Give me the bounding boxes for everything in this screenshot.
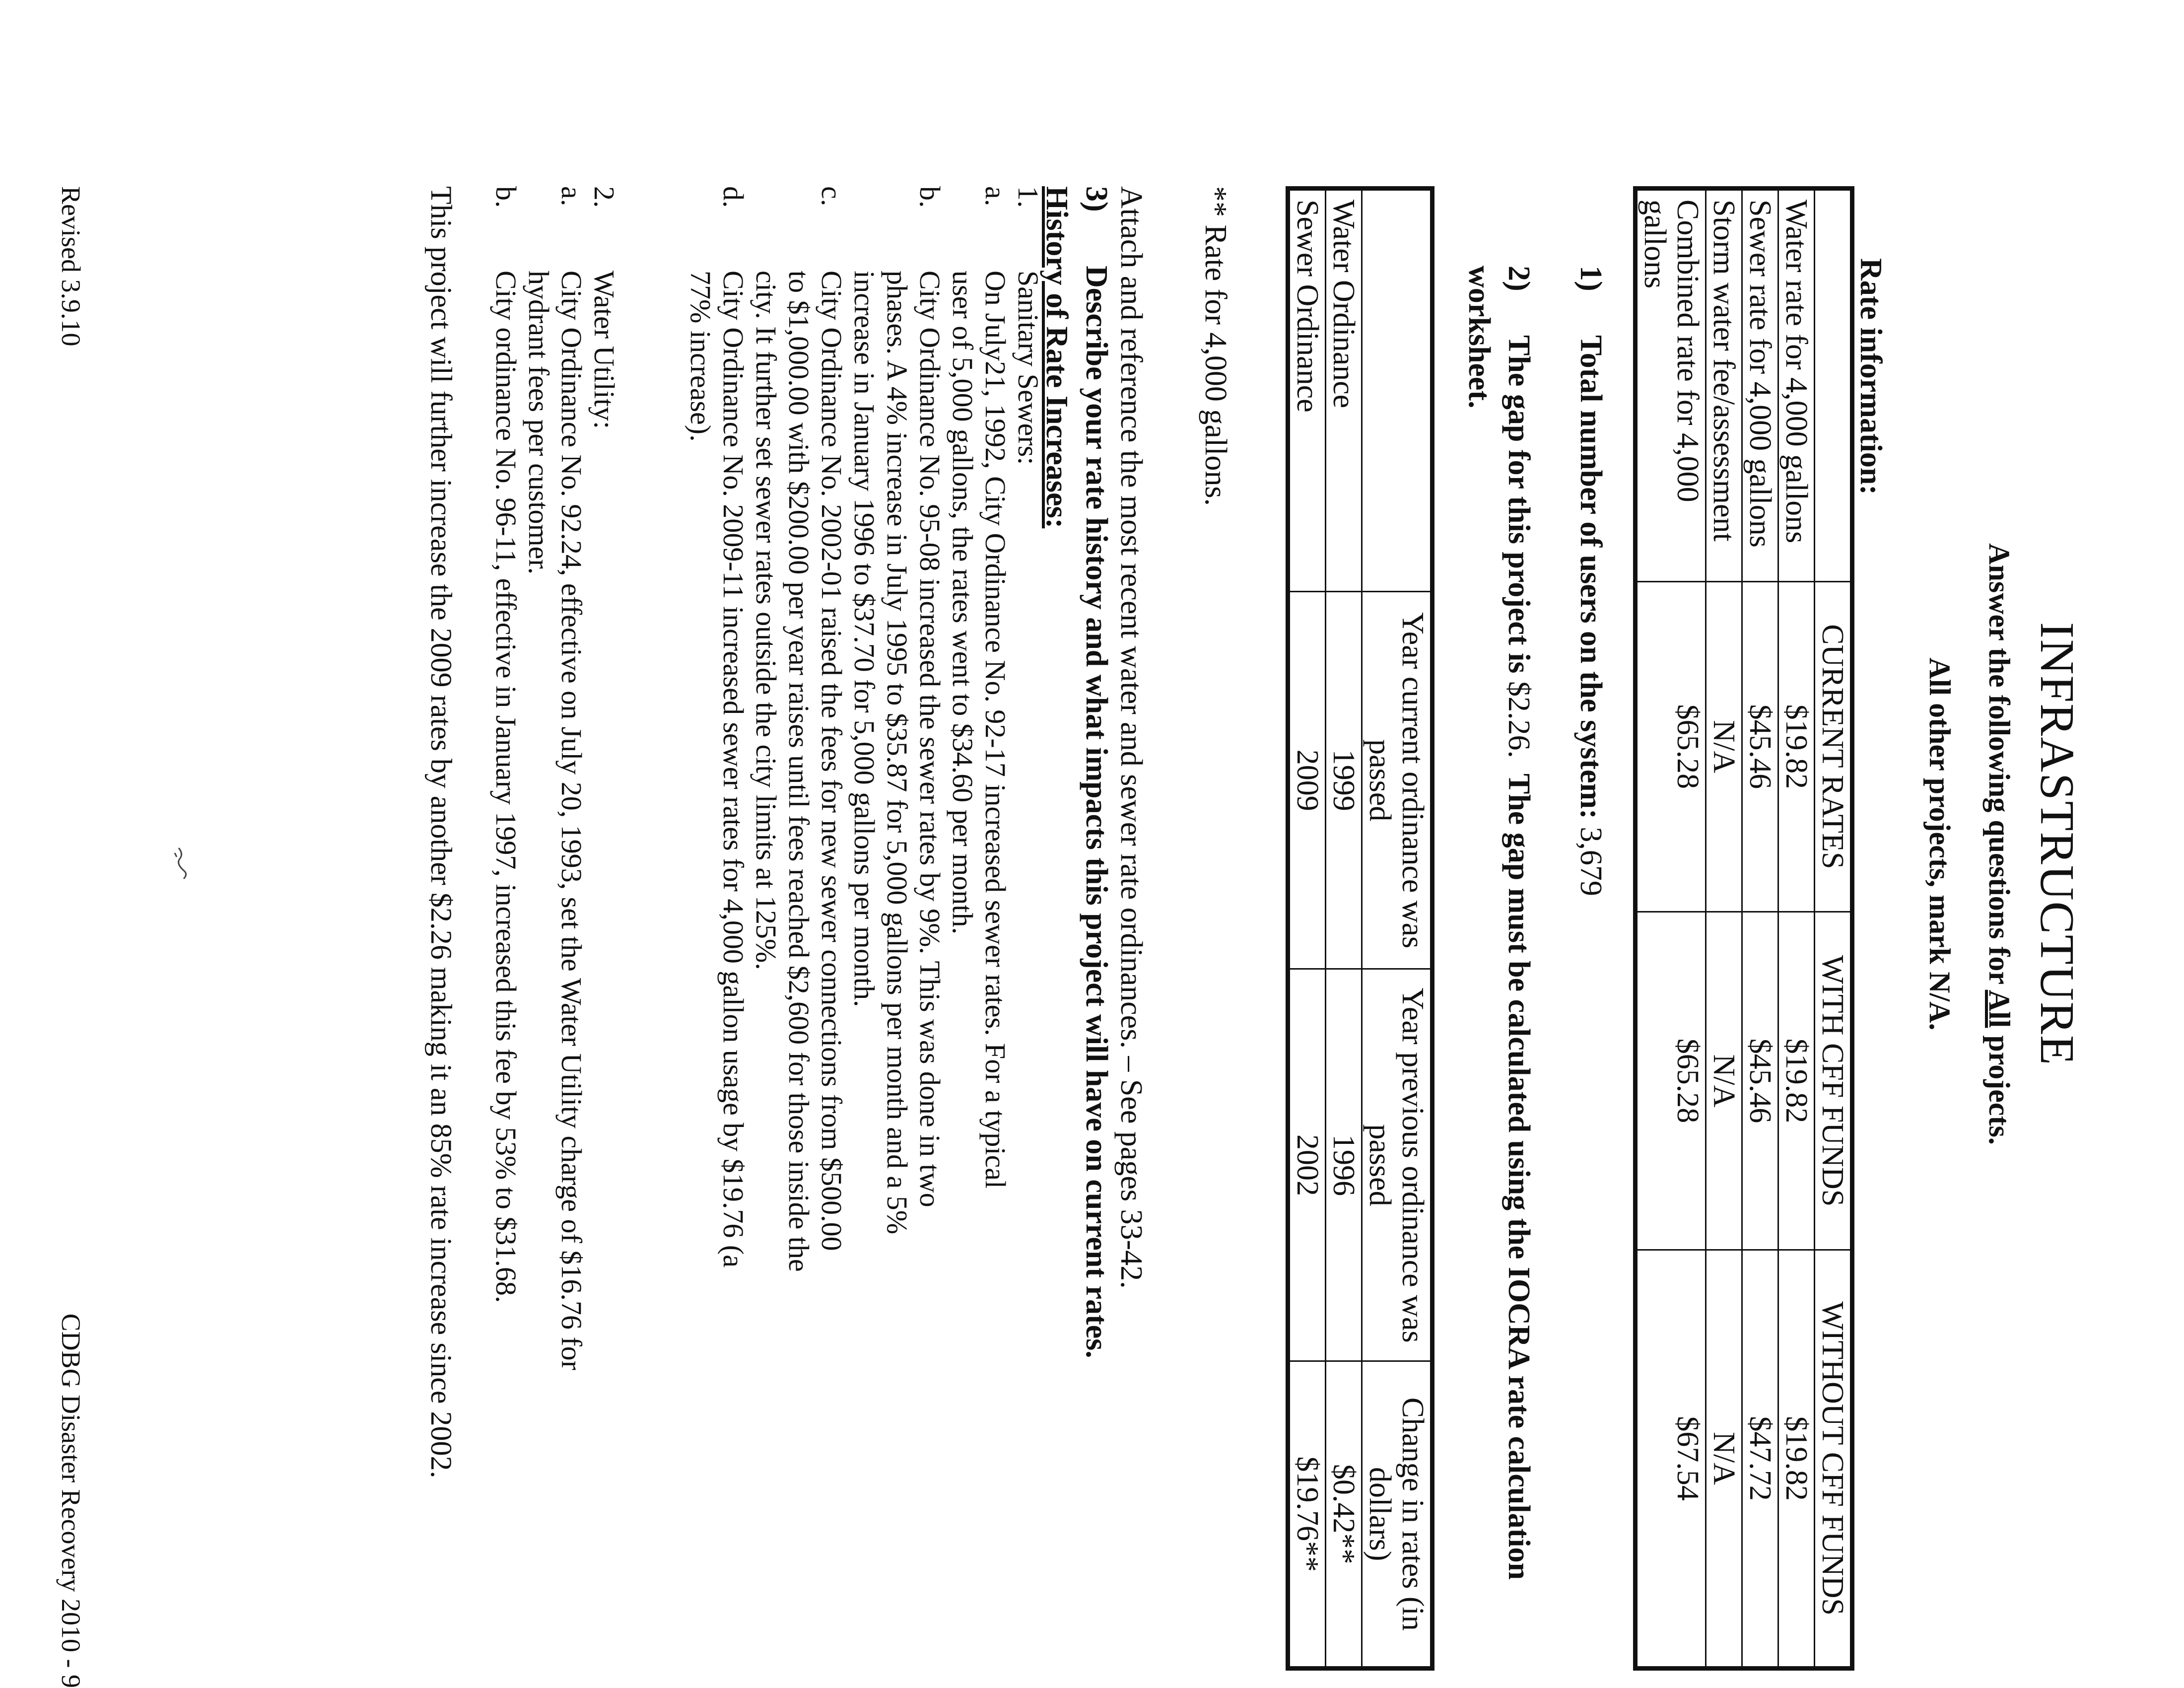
rate-table-header-current: CURRENT RATES xyxy=(1815,582,1852,912)
handwritten-mark-icon xyxy=(169,844,199,884)
list-item-line: City Ordinance No. 2002-01 raised the fees for new sewer connections from $500.00 xyxy=(816,271,848,1251)
rate-change: $19.76** xyxy=(1288,1361,1326,1669)
ordinance-header-current-year: Year current ordinance was passed xyxy=(1362,592,1433,969)
list-item-marker: c. xyxy=(816,186,848,207)
instructions-line-1 xyxy=(1982,0,2016,1688)
question-1-number: 1) xyxy=(1574,266,1608,291)
current-year: 1999 xyxy=(1326,592,1362,969)
with-cff-rate: $45.46 xyxy=(1742,912,1778,1250)
ordinance-table-header-row xyxy=(1362,189,1433,1669)
history-conclusion: This project will further increase the 2009 rates by another $2.26 making it an 85% rate increase since 2002. xyxy=(425,186,458,1478)
list-item-marker: b. xyxy=(490,186,522,208)
row-label: Sewer rate for 4,000 gallons xyxy=(1742,189,1778,582)
current-year: 2009 xyxy=(1288,592,1326,969)
question-1 xyxy=(1573,266,1608,896)
table-row xyxy=(1742,189,1778,1669)
list-item-line: phases. A 4% increase in July 1995 to $35.87 for 5,000 gallons per month and a 5% xyxy=(881,271,913,1235)
question-2-tail: The gap must be calculated using the IOCRA rate calculation worksheet. xyxy=(1462,266,1536,1580)
history-section-title: Water Utility: xyxy=(588,271,620,429)
without-cff-rate: N/A xyxy=(1706,1250,1742,1669)
list-item xyxy=(684,271,750,1676)
without-cff-rate: $67.54 xyxy=(1636,1250,1706,1669)
instructions-line-1-before: Answer the following questions for xyxy=(1983,543,2016,990)
instructions-line-2: All other projects, mark N/A. xyxy=(1923,657,1956,1031)
question-2-number: 2) xyxy=(1502,266,1536,291)
table-row xyxy=(1288,189,1326,1669)
list-item xyxy=(946,271,1012,1676)
list-item-line: City ordinance No. 96-11, effective in January 1997, increased this fee by 53% to $31.68. xyxy=(490,271,522,1303)
page-title: INFRASTRUCTURE xyxy=(2030,622,2084,1066)
previous-year: 2002 xyxy=(1288,969,1326,1361)
list-item-marker: a. xyxy=(555,186,588,207)
rate-table-header-without-cff: WITHOUT CFF FUNDS xyxy=(1815,1250,1852,1669)
list-item-line: to $1,000.00 with $200.00 per year raises until fees reached $2,600 for those inside the xyxy=(783,271,815,1272)
list-item-line: hydrant fees per customer. xyxy=(523,271,555,575)
current-rate: N/A xyxy=(1706,582,1742,912)
rate-information-table xyxy=(1633,186,1854,1671)
with-cff-rate: N/A xyxy=(1706,912,1742,1250)
footer-revised: Revised 3.9.10 xyxy=(56,186,86,347)
footer-program-page: CDBG Disaster Recovery 2010 - 9 xyxy=(56,1313,86,1688)
question-3 xyxy=(1079,186,1114,1671)
current-rate: $65.28 xyxy=(1636,582,1706,912)
list-item-marker: b. xyxy=(914,186,946,208)
rate-table-header-with-cff: WITH CFF FUNDS xyxy=(1815,912,1852,1250)
table-row xyxy=(1636,189,1706,1669)
attach-instructions: Attach and reference the most recent water and sewer rate ordinances. – See pages 33-42. xyxy=(1114,186,1148,1289)
question-2-value: $2.26. xyxy=(1502,681,1536,758)
previous-year: 1996 xyxy=(1326,969,1362,1361)
ordinance-header-previous-year: Year previous ordinance was passed xyxy=(1362,969,1433,1361)
list-item-line: City Ordinance No. 95-08 increased the sewer rates by 9%. This was done in two xyxy=(914,271,946,1207)
ordinance-header-change: Change in rates (in dollars) xyxy=(1362,1361,1433,1669)
list-item-marker: a. xyxy=(979,186,1012,207)
list-item-marker: d. xyxy=(717,186,750,208)
rate-information-heading: Rate information: xyxy=(1854,258,1888,495)
ordinance-header-empty xyxy=(1362,189,1433,592)
list-item-line: city. It further set sewer rates outside the city limits at 125%. xyxy=(750,271,782,970)
row-label: Water rate for 4,000 gallons xyxy=(1778,189,1815,582)
table-row xyxy=(1778,189,1815,1669)
without-cff-rate: $47.72 xyxy=(1742,1250,1778,1669)
list-item xyxy=(848,271,946,1676)
rate-table-header-empty xyxy=(1815,189,1852,582)
rate-table-header-row xyxy=(1815,189,1852,1669)
row-label: Water Ordinance xyxy=(1326,189,1362,592)
current-rate: $45.46 xyxy=(1742,582,1778,912)
history-heading: History of Rate Increases: xyxy=(1040,186,1074,529)
question-2-lead: The gap for this project is xyxy=(1502,335,1536,674)
ordinance-table xyxy=(1286,186,1434,1671)
list-item-line: City Ordinance No. 2009-11 increased sewer rates for 4,000 gallon usage by $19.76 (a xyxy=(717,271,750,1267)
row-label: Sewer Ordinance xyxy=(1288,189,1326,592)
current-rate: $19.82 xyxy=(1778,582,1815,912)
question-2 xyxy=(1459,266,1539,1646)
question-3-number: 3) xyxy=(1080,186,1113,212)
instructions-line-1-underlined: All xyxy=(1983,989,2016,1028)
table-row xyxy=(1326,189,1362,1669)
question-1-text: Total number of users on the system: xyxy=(1574,335,1608,819)
list-item xyxy=(750,271,848,1676)
ordinance-footnote: ** Rate for 4,000 gallons. xyxy=(1199,186,1232,506)
list-item-line: user of 5,000 gallons, the rates went to $34.60 per month. xyxy=(947,271,979,934)
question-3-text: Describe your rate history and what impacts this project will have on current rates. xyxy=(1080,266,1113,1358)
list-item-line: City Ordinance No. 92.24, effective on July 20, 1993, set the Water Utility charge of $16.76 for xyxy=(555,271,588,1370)
list-item-line: 77% increase). xyxy=(684,271,717,442)
list-item xyxy=(522,271,588,1676)
instructions-line-1-after: projects. xyxy=(1983,1028,2016,1145)
without-cff-rate: $19.82 xyxy=(1778,1250,1815,1669)
row-label: Storm water fee/assessment xyxy=(1706,189,1742,582)
with-cff-rate: $65.28 xyxy=(1636,912,1706,1250)
history-section-marker: 1. xyxy=(1012,186,1044,208)
with-cff-rate: $19.82 xyxy=(1778,912,1815,1250)
question-1-value: 3,679 xyxy=(1574,827,1608,896)
row-label: Combined rate for 4,000 gallons xyxy=(1636,189,1706,582)
list-item-line: increase in January 1996 to $37.70 for 5,000 gallons per month. xyxy=(848,271,881,1007)
history-section-marker: 2. xyxy=(588,186,620,208)
table-row xyxy=(1706,189,1742,1669)
rate-change: $0.42** xyxy=(1326,1361,1362,1669)
history-section-title: Sanitary Sewers: xyxy=(1012,271,1044,465)
list-item xyxy=(489,271,522,1676)
list-item-line: On July21, 1992, City Ordinance No. 92-17 increased sewer rates. For a typical xyxy=(979,271,1012,1189)
